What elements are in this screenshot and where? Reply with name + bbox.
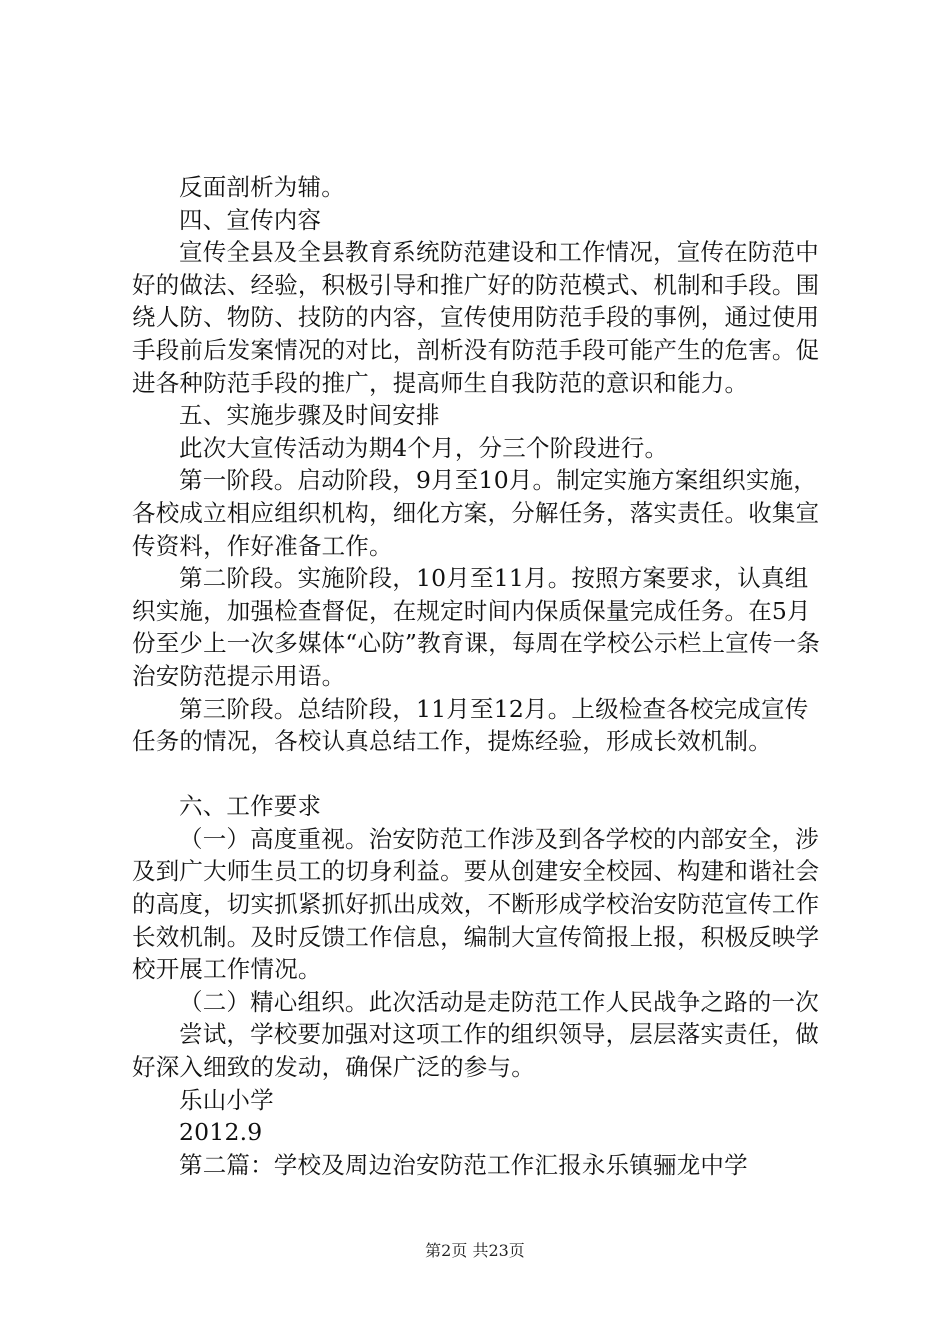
section-heading: 五、实施步骤及时间安排: [179, 401, 440, 430]
paragraph-text: （二）精心组织。此次活动是走防范工作人民战争之路的一次: [179, 987, 819, 1016]
paragraph-text: 第二阶段。实施阶段，10月至11月。按照方案要求，认真组织实施，加强检查督促，在规定时间内保质保量完成任务。在5月份至少上一次多媒体“心防”教育课，每周在学校公示栏上宣传一条治安防范提示用语。: [132, 564, 821, 690]
paragraph-text: 第三阶段。总结阶段，11月至12月。上级检查各校完成宣传任务的情况，各校认真总结工作，提炼经验，形成长效机制。: [132, 694, 809, 756]
paragraph-text: 此次大宣传活动为期4个月，分三个阶段进行。: [179, 433, 669, 462]
paragraph-text: 第一阶段。启动阶段，9月至10月。制定实施方案组织实施，各校成立相应组织机构，细化方案，分解任务，落实责任。收集宣传资料，作好准备工作。: [132, 466, 820, 560]
blank-line: [132, 758, 832, 791]
paragraph-text: 宣传全县及全县教育系统防范建设和工作情况，宣传在防范中好的做法、经验，积极引导和推广好的防范模式、机制和手段。围绕人防、物防、技防的内容，宣传使用防范手段的事例，通过使用手段前后发案情况的对比，剖析没有防范手段可能产生的危害。促进各种防范手段的推广，提高师生自我防范的意识和能力。: [132, 238, 820, 397]
paragraph-text: 反面剖析为辅。: [179, 173, 345, 201]
section-heading: 六、工作要求: [179, 792, 322, 821]
next-article-title: 第二篇：学校及周边治安防范工作汇报永乐镇骊龙中学: [179, 1150, 748, 1179]
paragraph-text: 尝试，学校要加强对这项工作的组织领导，层层落实责任，做好深入细致的发动，确保广泛的参与。: [132, 1020, 819, 1082]
section-heading: 四、宣传内容: [179, 205, 322, 234]
document-body: [132, 171, 832, 1181]
page-number: 第2页 共23页: [425, 1241, 525, 1260]
signature-organization: 乐山小学: [179, 1085, 274, 1114]
signature-date: 2012.9: [179, 1118, 263, 1147]
paragraph-text: （一）高度重视。治安防范工作涉及到各学校的内部安全，涉及到广大师生员工的切身利益。要从创建安全校园、构建和谐社会的高度，切实抓紧抓好抓出成效，不断形成学校治安防范宣传工作长效机制。及时反馈工作信息，编制大宣传简报上报，积极反映学校开展工作情况。: [132, 824, 820, 984]
